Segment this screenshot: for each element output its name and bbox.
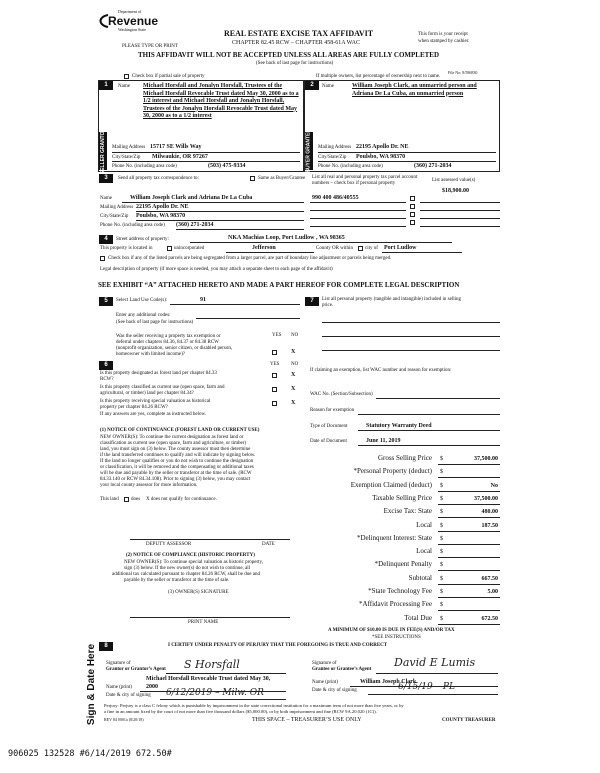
seller-mailing-label: Mailing Address [112,145,146,150]
continuance-line-3: land, you must sign on (3) below. The county assessor must then determine [100,447,251,452]
grantee-signature: David E Lumis [394,656,476,669]
section3-name: William Joseph Clark and Adriana De La Cuba [130,195,253,201]
personal-property-label-1: List all personal property (tangible and intangible) included in selling [322,297,461,302]
property-city: Port Ludlow [384,245,417,251]
land-use-label: Select Land Use Code(s): [116,298,168,303]
buyer-city-label: City/State/Zip [318,155,347,160]
owner-signature-label: (3) OWNER(S) SIGNATURE [168,590,229,595]
tax-row-label: *State Technology Fee [368,587,432,595]
continuance-line-6: or classification, it will be removed and the compensating or additional taxes [100,465,254,470]
tax-row-value[interactable]: 5.00 [487,589,498,595]
tax-row-currency: $ [440,509,443,515]
same-as-buyer-label: Same as Buyer/Grantee [258,176,306,181]
tax-row-value[interactable]: 187.50 [481,523,498,529]
tax-row-currency: $ [440,602,443,608]
sign-date-side-label: Sign & Date Here [86,640,98,728]
seller-city: Milwaukie, OR 97267 [152,154,208,160]
current-use-yes-checkbox[interactable] [272,387,277,392]
parcel-personal-checkbox-2[interactable] [410,204,415,209]
forest-no-mark[interactable]: X [291,372,296,378]
section3-city: Poulsbo, WA 98370 [136,213,186,219]
current-use-question-1: Is this property classified as current use (open space, farm and [100,385,225,390]
tax-row-currency: $ [440,483,443,489]
land-use-code: 91 [200,297,206,303]
assessed-value: $18,900.00 [442,188,469,194]
unincorporated-checkbox[interactable] [167,246,172,251]
tax-row-value[interactable]: 667.50 [481,576,498,582]
tax-row-label: Local [416,521,432,529]
grantee-print-label: Name (print) [312,680,338,685]
tax-row-label: Subtotal [408,574,432,582]
buyer-mailing: 22195 Apollo Dr. NE [356,144,409,150]
seller-phone: (503) 475-9334 [208,163,246,169]
exhibit-a-banner: SEE EXHIBIT “A” ATTACHED HERETO AND MADE A PART HEREOF FOR COMPLETE LEGAL DESCRIPTION [98,281,460,289]
grantee-date-city: 6/15/19 – PL [398,682,455,692]
dept-name: Revenue [108,14,159,28]
continuance-line-5: If the land no longer qualifies or you do not wish to continue the designation [100,459,254,464]
see-back-note: (See back of last page for instructions) [256,61,334,66]
partial-sale-label: Check box if partial sale of property [132,74,205,79]
buyer-phone: (360) 271-2034 [414,163,452,169]
legal-description-label: Legal description of property (if more space is needed, you may attach a separate sheet to each page of the affidavit) [100,267,333,272]
logo-swoosh-icon [96,13,110,29]
city-of-checkbox[interactable] [358,246,363,251]
parcel-header-2: numbers – check box if personal property [312,181,396,186]
minimum-fee-note: A MINIMUM OF $10.00 IS DUE IN FEE(S) AND/OR TAX [328,628,455,633]
section3-mailing-label: Mailing Address [100,205,134,210]
doc-type-value: Statutory Warranty Deed [366,423,432,429]
grantee-sig-label: Signature of [312,661,337,666]
forest-question-2: RCW? [100,377,114,382]
dor-logo [104,9,159,36]
continuance-line-7: will be due and payable by the seller or transferor at the time of sale. (RCW [100,471,252,476]
this-land-label: This land [100,497,119,502]
grantor-sig-label-2: Grantor or Grantor’s Agent [106,667,166,672]
section3-phone-label: Phone No. (including area code) [100,223,165,228]
tax-row-value[interactable]: 672.50 [481,616,498,622]
tax-row-label: Excise Tax: State [383,507,432,515]
county-or-within: County OR within [316,246,353,251]
does-not-label: X does not qualify for continuance. [146,497,217,502]
grantor-sig-label: Signature of [106,661,131,666]
section-8-number: 8 [99,642,113,651]
continuance-title: (1) NOTICE OF CONTINUANCE (FOREST LAND OR CURRENT USE) [100,428,260,433]
grantor-print-name: 2000 [146,684,158,690]
doc-date-label: Date of Document [310,439,347,444]
current-use-question-2: agricultural, or timber) land per chapter 84.34? [100,391,194,396]
historic-line-1: NEW OWNER(S): To continue special valuation as historic property, [124,560,263,565]
segregated-checkbox[interactable] [100,256,105,261]
perjury-line-2: a fine in an amount fixed by the court of not more than five thousand dollars ($5,000.00), or by both imprisonment and fine (RCW 9A.20.020 (1C)). [104,709,377,714]
seller-name-label: Name [118,84,130,89]
buyer-name-label: Name [322,84,334,89]
tax-row-label: Local [416,547,432,555]
parcel-header-1: List all real and personal property tax parcel account [312,175,418,180]
continuance-line-1: NEW OWNER(S): To continue the current designation as forest land or [100,435,244,440]
city-of-label: city of [365,246,378,251]
additional-codes-1: Enter any additional codes: [116,313,171,318]
section-6-number: 6 [99,361,113,370]
form-chapter: CHAPTER 82.45 RCW – CHAPTER 458-61A WAC [232,40,360,46]
tax-row-currency: $ [440,456,443,462]
parcel-personal-checkbox-1[interactable] [410,196,415,201]
buyer-side-label: BUYER GRANTEE [306,129,312,173]
multiple-owners-note: If multiple owners, list percentage of ownership next to name. [316,74,441,79]
certify-statement: I CERTIFY UNDER PENALTY OF PERJURY THAT THE FOREGOING IS TRUE AND CORRECT [168,643,388,648]
street-label: Street address of property: [116,237,169,242]
continuance-line-9: your local county assessor for more information. [100,483,198,488]
street-address: NKA Machias Loop, Port Ludlow , WA 98365 [228,235,345,241]
tax-row-value[interactable]: 37,500.00 [474,456,498,462]
tax-row-label: *Affidavit Processing Fee [359,600,432,608]
doc-date-value: June 11, 2019 [366,438,401,444]
historic-no-mark[interactable]: X [291,400,296,406]
exemption-claim-3: (nonprofit organization, senior citizen, or disabled person, [116,346,233,351]
section-1-number: 1 [99,81,113,90]
seller-side-label: SELLER GRANTOR [100,127,106,175]
parcel-personal-checkbox-4[interactable] [410,220,415,225]
send-correspondence-label: Send all property tax correspondence to: [118,176,199,181]
doc-type-label: Type of Document [310,424,348,429]
section6-yes: YES [270,362,280,367]
perjury-line-1: Perjury: Perjury is a class C felony which is punishable by imprisonment in the state correctional institution for a maximum term of not more than five years, or by [104,703,404,708]
additional-codes-2: (See back of last page for instructions) [116,320,194,325]
exemption-claim-2: deferral under chapters 84.36, 84.37 or 84.38 RCW [116,340,219,345]
segregated-label: Check box if any of the listed parcels are being segregated from a larger parcel, are part of boundary line adjustment or parcels being merged. [108,256,392,261]
section3-name-label: Name [100,196,112,201]
tax-row-label: Gross Selling Price [377,454,432,462]
section5-yes-checkbox[interactable] [272,350,277,355]
seller-phone-label: Phone No. (including area code) [112,164,177,169]
grantor-date-city: 6/12/2019 – Milw. OR [166,688,264,698]
receipt-note-2: when stamped by cashier. [418,39,470,44]
tax-row-label: *Delinquent Penalty [374,560,432,568]
deputy-date-label: DATE [262,542,275,547]
historic-line-4: payable by the seller or transferor at the time of sale. [124,578,230,583]
section3-phone: (360) 271-2034 [176,222,214,228]
county-name: Jefferson [252,245,276,251]
deputy-assessor-label: DEPUTY ASSESSOR [146,542,192,547]
exemption-claim-4: homeowner with limited income)? [116,352,186,357]
grantee-print-name: William Joseph Clark [360,679,417,685]
buyer-phone-label: Phone No. (including area code) [318,164,383,169]
cashier-stamp: 906025 132528 #6/14/2019 672.50# [8,749,172,759]
tax-row-currency: $ [440,523,443,529]
grantor-signature: S Horsfall [184,658,240,671]
historic-yes-checkbox[interactable] [272,401,277,406]
historic-question-1: Is this property receiving special valuation as historical [100,399,211,404]
tax-row-value[interactable]: 37,500.00 [474,496,498,502]
section3-city-label: City/State/Zip [100,214,129,219]
see-instructions-note: *SEE INSTRUCTIONS [372,635,421,640]
forest-yes-checkbox[interactable] [272,373,277,378]
print-name-label: PRINT NAME [188,620,219,625]
located-label: This property is located in [100,246,153,251]
section-7-number: 7 [305,297,319,306]
current-use-no-mark[interactable]: X [291,386,296,392]
does-label: does [131,497,141,502]
buyer-city: Poulsbo, WA 98370 [356,154,406,160]
tax-row-currency: $ [440,549,443,555]
section3-mailing: 22195 Apollo Dr. NE [136,204,189,210]
tax-row-currency: $ [440,469,443,475]
dept-line3: Washington State [118,27,147,32]
tax-row-label: *Personal Property (deduct) [353,467,432,475]
tax-row-currency: $ [440,589,443,595]
historic-title: (2) NOTICE OF COMPLIANCE (HISTORIC PROPERTY) [126,553,255,558]
continuance-line-4: if the land transferred continues to qualify and will indicate by signing below. [100,453,256,458]
form-title: REAL ESTATE EXCISE TAX AFFIDAVIT [224,29,374,38]
tax-row-value[interactable]: No [490,483,498,489]
section-5-number: 5 [99,297,113,306]
wac-number-label: WAC No. (Section/Subsection) [310,392,373,397]
forest-question-1: Is this property designated as forest land per chapter 84.33 [100,371,217,376]
warning-banner: THIS AFFIDAVIT WILL NOT BE ACCEPTED UNLESS ALL AREAS ARE FULLY COMPLETED [138,51,440,59]
same-as-buyer-checkbox[interactable] [250,176,255,181]
type-or-print: PLEASE TYPE OR PRINT [122,44,178,49]
rev-number: REV 84 0001a (8/20/18) [104,717,144,722]
grantee-date-label: Date & city of signing [312,688,357,693]
grantor-print-label: Name (print) [106,685,132,690]
tax-row-currency: $ [440,496,443,502]
if-yes-note: If any answers are yes, complete as instructed below. [100,412,207,417]
personal-property-label-2: price. [322,303,334,308]
section-4-number: 4 [99,235,113,244]
exemption-wac-label: If claiming an exemption, list WAC number and reason for exemption: [310,368,452,373]
tax-row-currency: $ [440,562,443,568]
buyer-name: William Joseph Clark, an unmarried person and Adriana De La Cuba, an unmarried person [352,83,477,97]
tax-row-label: Taxable Selling Price [372,494,432,502]
seller-mailing: 15717 SE Wills Way [150,144,202,150]
section-2-number: 2 [305,81,319,90]
seller-name: Michael Horsfall and Jonalyn Horsfall, Trustees of the Michael Horsfall Revocable Trust dated May 30, 2000 as to a 1/2 interest and Michael Horsfall and Jonalyn Horsfall, Trustees of the Jonalyn Horsfall Revocable Trust dated May 30, 2000 as to a 1/2 interest [143,83,299,120]
unincorporated-label: unincorporated [174,246,205,251]
reason-label: Reason for exemption [310,408,355,413]
grantor-date-label: Date & city of signing [106,693,151,698]
dept-line1: Department of [118,9,142,14]
section6-no: NO [291,362,299,367]
county-treasurer-label: COUNTY TREASURER [442,718,496,723]
buyer-mailing-label: Mailing Address [318,145,352,150]
section5-no: NO [291,333,299,338]
grantee-sig-label-2: Grantee or Grantee’s Agent [312,667,372,672]
tax-row-value[interactable]: 480.00 [481,509,498,515]
partial-sale-checkbox[interactable] [124,74,129,79]
section5-yes: YES [272,333,282,338]
grantor-trust-name: Michael Horsfall Revocable Trust dated May 30, [146,676,271,682]
continuance-line-2: classification as current use (open space, farm and agriculture, or timber) [100,441,247,446]
historic-line-3: additional tax calculated pursuant to chapter 84.26 RCW, shall be due and [112,572,260,577]
tax-row-currency: $ [440,536,443,542]
continuance-line-8: 84.33.140 or RCW 84.34.108). Prior to signing (3) below, you may contact [100,477,251,482]
treasurer-use-only: THIS SPACE – TREASURER’S USE ONLY [252,717,362,723]
parcel-number: 990 400 486/40555 [312,195,359,201]
seller-city-label: City/State/Zip [112,155,141,160]
exemption-claim-1: Was the seller receiving a property tax exemption or [116,334,221,339]
file-number: File No: 8/586830 [448,70,478,75]
tax-row-currency: $ [440,616,443,622]
parcel-personal-checkbox-3[interactable] [410,212,415,217]
does-qualify-checkbox[interactable] [124,497,129,502]
assessed-header: List assessed value(s) [432,178,476,183]
historic-line-2: sign (3) below. If the new owner(s) do not wish to continue, all [124,566,251,571]
tax-row-label: Exemption Claimed (deduct) [350,481,432,489]
historic-question-2: property per chapter 84.26 RCW? [100,405,168,410]
tax-row-label: *Delinquent Interest: State [356,534,432,542]
section5-no-mark[interactable]: X [291,349,296,355]
section-3-number: 3 [99,174,113,183]
tax-row-label: Total Due [404,614,432,622]
receipt-note-1: This form is your receipt [418,32,468,37]
tax-row-currency: $ [440,576,443,582]
